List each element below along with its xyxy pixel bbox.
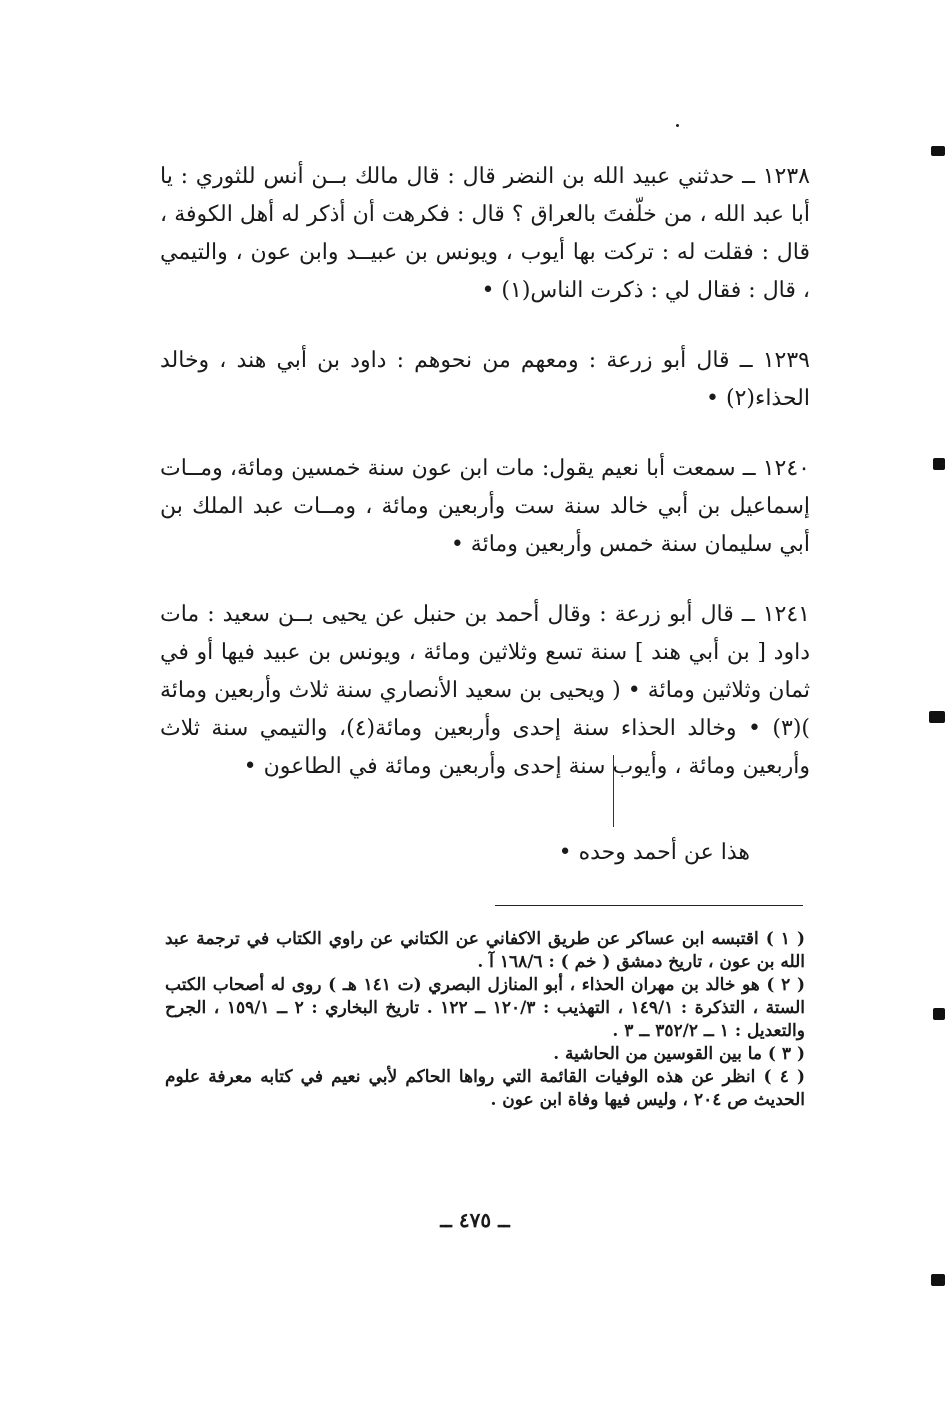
footnotes xyxy=(165,928,805,1112)
footnote-4: ( ٤ ) انظر عن هذه الوفيات القائمة التي رواها الحاكم لأبي نعيم في كتابه معرفة علوم الحديث ص ٢٠٤ ، وليس فيها وفاة ابن عون . xyxy=(165,1067,806,1110)
paragraph-text: ١٢٤١ ــ قال أبو زرعة : وقال أحمد بن حنبل عن يحيى بــن سعيد : مات داود [ بن أبي هند ] سنة تسع وثلاثين ومائة ، ويونس بن عبيد فيها أو في ثمان وثلاثين ومائة • ( ويحيى بن سعيد الأنصاري سنة ثلاث وأربعين ومائة )(٣) • وخالد الحذاء سنة إحدى وأربعين ومائة(٤)، والتيمي سنة ثلاث وأربعين ومائة ، وأيوب سنة إحدى وأربعين ومائة في الطاعون • xyxy=(160,602,811,779)
paragraph-text: ١٢٣٨ ــ حدثني عبيد الله بن النضر قال : قال مالك بــن أنس للثوري : يا أبا عبد الله ، من خلّفتَ بالعراق ؟ قال : فكرهت أن أذكر له أهل الكوفة ، قال : فقلت له : تركت بها أيوب ، ويونس بن عبيــد وابن عون ، والتيمي ، قال : فقال لي : ذكرت الناس(١) • xyxy=(160,164,810,303)
scan-edge-mark xyxy=(931,1274,945,1286)
footnote-1: ( ١ ) اقتبسه ابن عساكر عن طريق الاكفاني عن الكتاني عن راوي الكتاب في ترجمة عبد الله بن عون ، تاريخ دمشق ( خم ) : ١٦٨/٦ آ . xyxy=(165,929,805,972)
paragraph-text: ١٢٤٠ ــ سمعت أبا نعيم يقول: مات ابن عون سنة خمسين ومائة، ومــات إسماعيل بن أبي خالد سنة ست وأربعين ومائة ، ومــات عبد الملك بن أبي سليمان سنة خمس وأربعين ومائة • xyxy=(160,456,810,557)
scan-edge-mark xyxy=(933,1008,945,1020)
scan-edge-mark xyxy=(931,146,945,156)
paragraph-text: ١٢٣٩ ــ قال أبو زرعة : ومعهم من نحوهم : داود بن أبي هند ، وخالد الحذاء(٢) • xyxy=(160,348,810,411)
scan-speck xyxy=(676,124,679,127)
paragraph-1239 xyxy=(160,342,810,418)
closing-line xyxy=(160,834,810,872)
scan-edge-mark xyxy=(929,711,945,723)
footnote-2: ( ٢ ) هو خالد بن مهران الحذاء ، أبو المنازل البصري (ت ١٤١ هـ ) روى له أصحاب الكتب الستة ، التذكرة : ١٤٩/١ ، التهذيب : ١٢٠/٣ ــ ١٢٢ . تاريخ البخاري : ٢ ــ ١٥٩/١ ، الجرح والتعديل : ١ ــ ٣٥٢/٢ ــ ٣ . xyxy=(165,975,805,1041)
closing-line-text: هذا عن أحمد وحده • xyxy=(558,840,750,865)
paragraph-1240 xyxy=(160,450,810,564)
paragraph-1238 xyxy=(160,158,810,310)
margin-mark-line xyxy=(613,755,614,827)
scan-edge-mark xyxy=(933,458,945,470)
footnote-3: ( ٣ ) ما بين القوسين من الحاشية . xyxy=(553,1044,805,1064)
page-number: ــ ٤٧٥ ــ xyxy=(440,1208,510,1232)
footnote-separator xyxy=(495,905,803,906)
paragraph-1241 xyxy=(160,596,810,786)
